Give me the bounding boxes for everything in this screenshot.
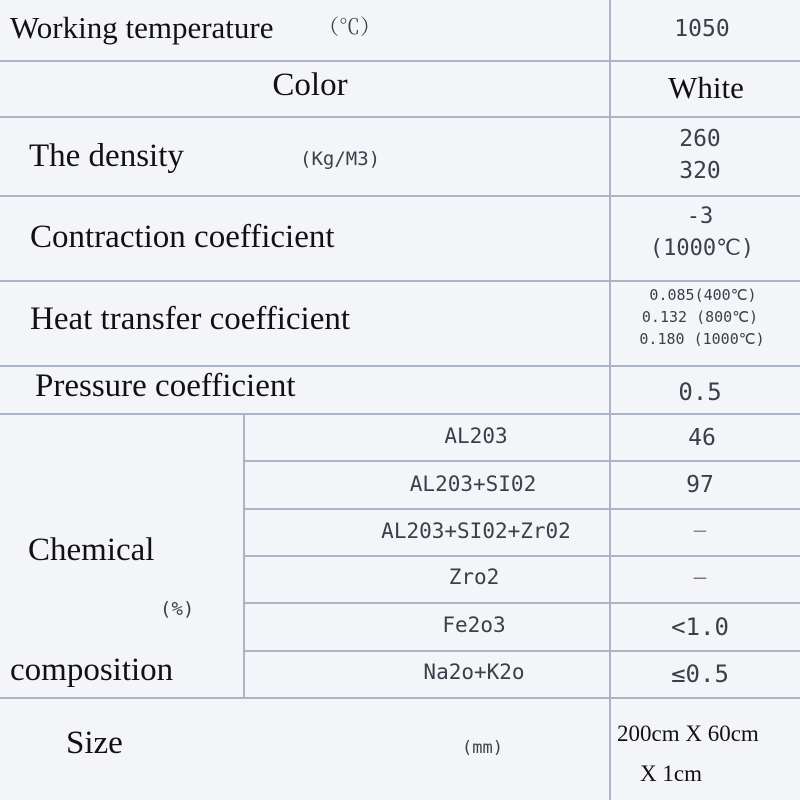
chemical-item-name: AL203 [444,424,508,448]
working-temperature-unit: （℃） [318,15,381,39]
chemical-label: Chemical [28,532,155,568]
color-label: Color [272,67,348,103]
contraction-value-2: (1000℃) [649,236,755,261]
heat-transfer-value-2: 0.132 (800℃) [641,308,759,326]
chemical-item-value: 46 [688,425,716,451]
row-divider [243,460,800,462]
chemical-unit: (%) [160,598,195,620]
column-divider [243,413,245,697]
column-divider [609,0,611,800]
chemical-item-name: Na2o+K2o [423,660,525,684]
chemical-item-name: AL203+SI02 [409,472,537,496]
row-divider [0,280,800,282]
pressure-label: Pressure coefficient [35,368,296,404]
row-divider [243,555,800,557]
chemical-item-value: – [693,565,707,589]
density-value-1: 260 [679,126,721,152]
chemical-item-name: Zro2 [448,565,500,589]
size-unit: (mm) [462,738,503,758]
row-divider [0,60,800,62]
composition-label: composition [10,652,174,688]
density-unit: (Kg/M3) [300,148,381,170]
row-divider [0,365,800,367]
chemical-item-value: 97 [686,472,714,498]
color-value: White [668,70,744,105]
chemical-item-value: <1.0 [671,613,729,641]
chemical-item-name: AL203+SI02+Zr02 [381,519,571,543]
contraction-label: Contraction coefficient [30,219,335,255]
density-value-2: 320 [679,158,721,184]
row-divider [0,116,800,118]
chemical-item-name: Fe2o3 [442,613,506,637]
row-divider [243,650,800,652]
working-temperature-label: Working temperature [10,10,274,45]
heat-transfer-value-3: 0.180 (1000℃) [639,330,765,348]
heat-transfer-value-1: 0.085(400℃) [649,286,757,304]
chemical-item-value: – [693,518,707,542]
density-label: The density [29,138,184,174]
size-value-2: X 1cm [640,761,702,786]
size-label: Size [66,725,123,761]
size-value-1: 200cm X 60cm [617,721,759,746]
pressure-value: 0.5 [678,378,722,406]
working-temperature-value: 1050 [674,16,730,42]
contraction-value-1: -3 [686,204,714,229]
row-divider [0,697,800,699]
row-divider [243,508,800,510]
row-divider [0,413,800,415]
row-divider [243,602,800,604]
row-divider [0,195,800,197]
chemical-item-value: ≤0.5 [671,660,729,688]
heat-transfer-label: Heat transfer coefficient [30,301,351,337]
